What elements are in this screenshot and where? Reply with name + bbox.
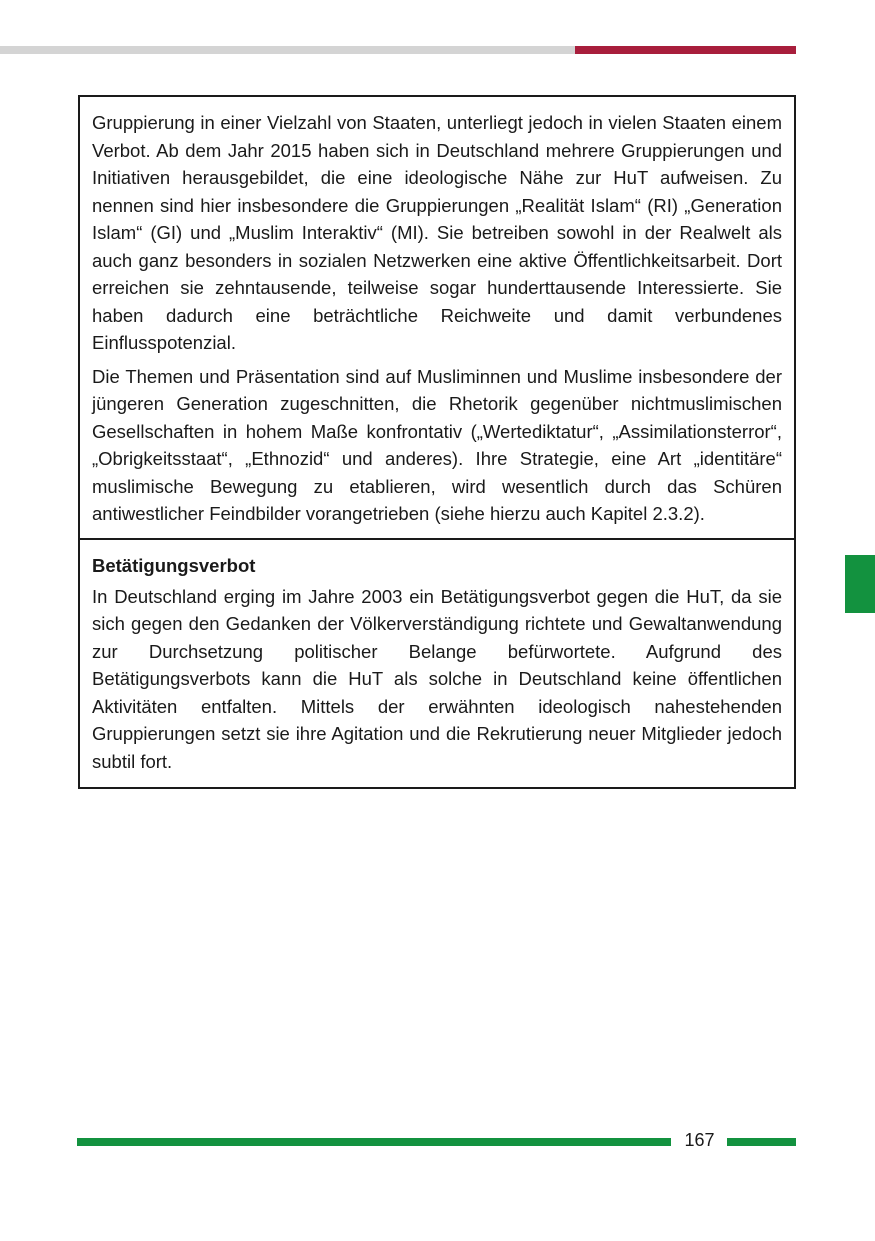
page-number: 167: [684, 1130, 715, 1150]
footer-rule-right: [727, 1138, 796, 1146]
info-box: [78, 95, 796, 789]
header-rule-accent: [575, 46, 796, 54]
info-box-section-groups: [80, 97, 794, 538]
groups-paragraph: Gruppierung in einer Vielzahl von Staaten, unterliegt jedoch in vielen Staaten einem Verbot. Ab dem Jahr 2015 haben sich in Deutschland mehrere Gruppierungen und Initiativen herausgebildet, die eine ideologische Nähe zur HuT aufweisen. Zu nennen sind hier insbesondere die Gruppierungen „Realität Islam“ (RI) „Generation Islam“ (GI) und „Muslim Interaktiv“ (MI). Sie betreiben sowohl in der Realwelt als auch ganz besonders in sozialen Netzwerken eine aktive Öffentlichkeitsarbeit. Dort erreichen sie zehntausende, teilweise sogar hunderttausende Interessierte. Sie haben dadurch eine beträchtliche Reichweite und damit verbundenes Einflusspotenzial.: [92, 112, 782, 353]
footer-rule-left: [77, 1138, 671, 1146]
ban-heading: Betätigungsverbot: [92, 554, 256, 576]
rhetoric-paragraph: Die Themen und Präsentation sind auf Musliminnen und Muslime insbesondere der jüngeren Generation zugeschnitten, die Rhetorik gegenüber nichtmuslimischen Gesellschaften in hohem Maße konfrontativ („Wertediktatur“, „Assimilationsterror“, „Obrigkeitsstaat“, „Ethnozid“ und anderes). Ihre Strategie, eine Art „identitäre“ muslimische Bewegung zu etablieren, wird wesentlich durch das Schüren antiwestlicher Feindbilder vorangetrieben (siehe hierzu auch Kapitel 2.3.2).: [92, 365, 782, 524]
header-rule-grey: [0, 46, 575, 54]
ban-paragraph: In Deutschland erging im Jahre 2003 ein Betätigungsverbot gegen die HuT, da sie sich gegen den Gedanken der Völkerverständigung richtete und Gewaltanwendung zur Durchsetzung politischer Belange befürwortete. Aufgrund des Betätigungsverbots kann die HuT als solche in Deutschland keine öffentlichen Aktivitäten entfalten. Mittels der erwähnten ideologisch nahestehenden Gruppierungen setzt sie ihre Agitation und die Rekrutierung neuer Mitglieder jedoch subtil fort.: [92, 585, 782, 772]
info-box-section-ban: [80, 538, 794, 788]
chapter-side-tab: [845, 555, 875, 613]
